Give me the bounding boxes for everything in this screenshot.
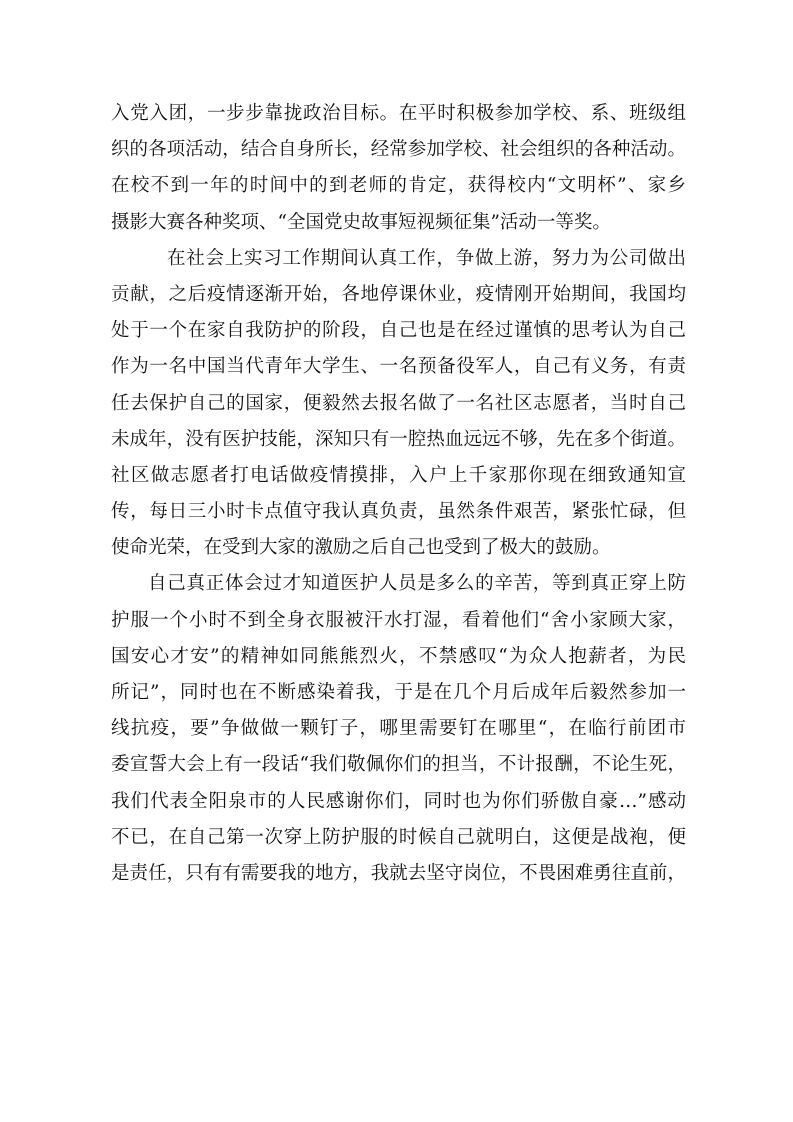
text-line: 护服一个小时不到全身衣服被汗水打湿，看着他们“舍小家顾大家，	[111, 609, 686, 631]
text-line: 委宣誓大会上有一段话“我们敬佩你们的担当，不计报酬，不论生死，	[111, 754, 686, 776]
text-line: 在校不到一年的时间中的到老师的肯定，获得校内“文明杯”、家乡	[111, 175, 686, 197]
text-line: 使命光荣，在受到大家的激励之后自己也受到了极大的鼓励。	[111, 537, 611, 559]
document-body	[111, 96, 686, 892]
text-line: 社区做志愿者打电话做疫情摸排，入户上千家那你现在细致通知宣	[111, 464, 686, 486]
text-line: 任去保护自己的国家，便毅然去报名做了一名社区志愿者，当时自己	[111, 392, 686, 414]
text-line: 不已，在自己第一次穿上防护服的时候自己就明白，这便是战袍，便	[111, 826, 686, 848]
text-line: 所记”，同时也在不断感染着我，于是在几个月后成年后毅然参加一	[111, 682, 686, 703]
text-line: 入党入团，一步步靠拢政治目标。在平时积极参加学校、系、班级组	[111, 103, 686, 124]
text-line: 是责任，只有有需要我的地方，我就去坚守岗位，不畏困难勇往直前，	[111, 862, 686, 884]
text-line: 线抗疫，要”争做做一颗钉子，哪里需要钉在哪里“，在临行前团市	[111, 718, 686, 740]
text-line: 贡献，之后疫情逐渐开始，各地停课休业，疫情刚开始期间，我国均	[111, 283, 686, 305]
paragraph-first-line: 自己真正体会过才知道医护人员是多么的辛苦，等到真正穿上防	[148, 573, 686, 595]
text-line: 国安心才安”的精神如同熊熊烈火，不禁感叹“为众人抱薪者，为民	[111, 645, 686, 667]
text-line: 处于一个在家自我防护的阶段，自己也是在经过谨慎的思考认为自己	[111, 320, 686, 342]
text-line: 未成年，没有医护技能，深知只有一腔热血远远不够，先在多个街道。	[111, 428, 686, 450]
paragraph-first-line: 在社会上实习工作期间认真工作，争做上游，努力为公司做出	[167, 247, 686, 269]
text-line: 织的各项活动，结合自身所长，经常参加学校、社会组织的各种活动。	[111, 139, 686, 161]
text-line: 传，每日三小时卡点值守我认真负责，虽然条件艰苦，紧张忙碌，但	[111, 501, 686, 523]
text-line: 摄影大赛各种奖项、“全国党史故事短视频征集”活动一等奖。	[111, 211, 611, 233]
text-line: 我们代表全阳泉市的人民感谢你们，同时也为你们骄傲自豪…”感动	[111, 790, 686, 812]
text-line: 作为一名中国当代青年大学生、一名预备役军人，自己有义务，有责	[111, 356, 686, 378]
